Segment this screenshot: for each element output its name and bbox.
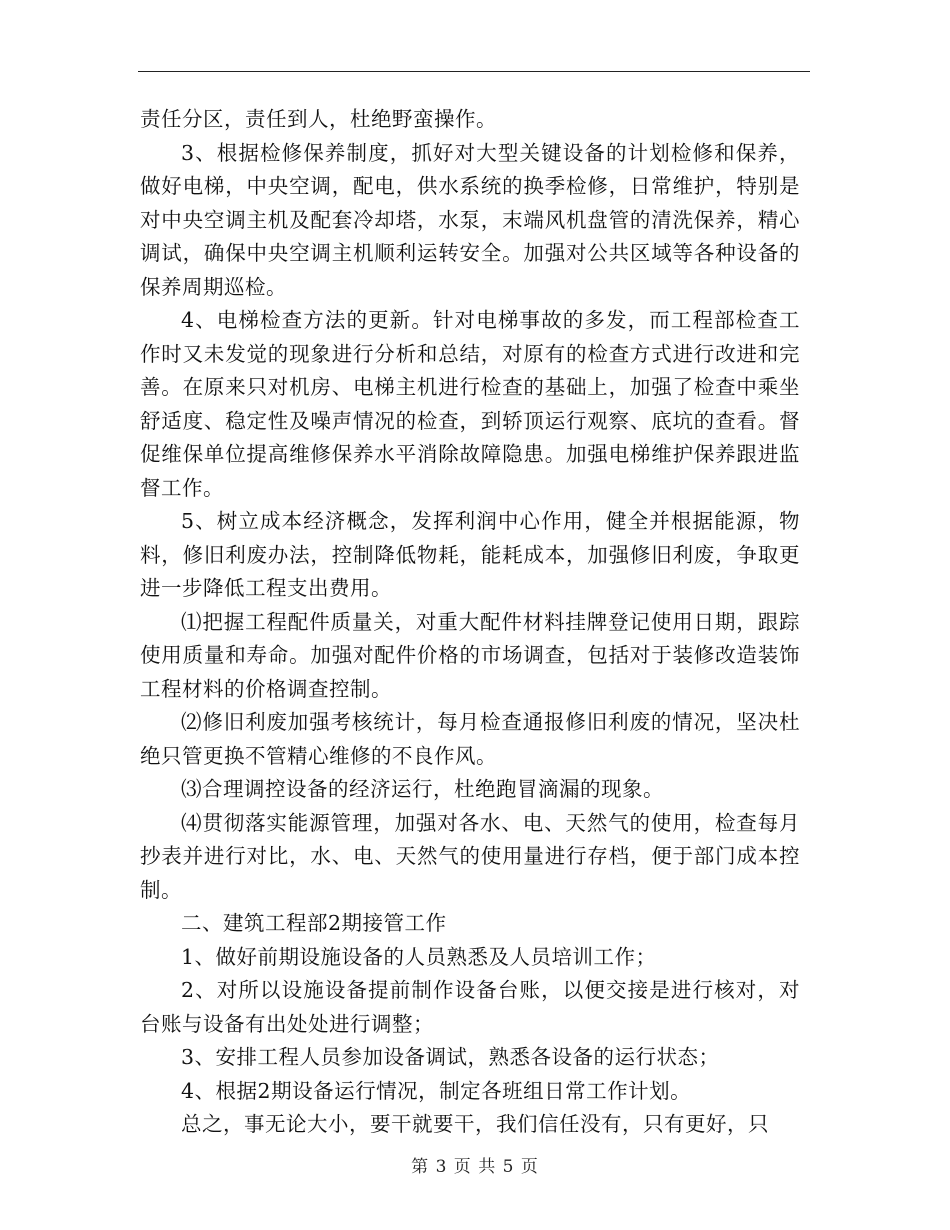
paragraph: 总之，事无论大小，要干就要干，我们信任没有，只有更好，只 xyxy=(181,1112,769,1136)
body-text xyxy=(140,103,800,1142)
paragraph: 5、树立成本经济概念，发挥利润中心作用，健全并根据能源，物料，修旧利废办法，控制降低物耗，能耗成本，加强修旧利废，争取更进一步降低工程支出费用。 xyxy=(140,509,800,600)
paragraph: ⑴把握工程配件质量关，对重大配件材料挂牌登记使用日期，跟踪使用质量和寿命。加强对配件价格的市场调查，包括对于装修改造装饰工程材料的价格调查控制。 xyxy=(140,609,800,701)
paragraph: ⑷贯彻落实能源管理，加强对各水、电、天然气的使用，检查每月抄表并进行对比，水、电、天然气的使用量进行存档，便于部门成本控制。 xyxy=(140,810,800,902)
header-rule xyxy=(138,71,810,72)
paragraph: 1、做好前期设施设备的人员熟悉及人员培训工作； xyxy=(181,944,657,969)
paragraph: 3、安排工程人员参加设备调试，熟悉各设备的运行状态； xyxy=(181,1045,720,1069)
paragraph: ⑵修旧利废加强考核统计，每月检查通报修旧利废的情况，坚决杜绝只管更换不管精心维修的不良作风。 xyxy=(140,710,800,768)
paragraph: 责任分区，责任到人，杜绝野蛮操作。 xyxy=(140,107,497,131)
paragraph: 2、对所以设施设备提前制作设备台账，以便交接是进行核对，对台账与设备有出处处进行调整； xyxy=(140,978,800,1036)
paragraph: 4、根据2期设备运行情况，制定各班组日常工作计划。 xyxy=(181,1078,692,1103)
paragraph: ⑶合理调控设备的经济运行，杜绝跑冒滴漏的现象。 xyxy=(181,777,664,801)
paragraph: 3、根据检修保养制度，抓好对大型关键设备的计划检修和保养，做好电梯，中央空调，配电，供水系统的换季检修，日常维护，特别是对中央空调主机及配套冷却塔，水泵，末端风机盘管的清洗保养，精心调试，确保中央空调主机顺利运转安全。加强对公共区域等各种设备的保养周期巡检。 xyxy=(140,140,800,299)
section-heading: 二、建筑工程部2期接管工作 xyxy=(181,911,447,935)
page-number: 第 3 页 共 5 页 xyxy=(411,1157,539,1177)
paragraph: 4、电梯检查方法的更新。针对电梯事故的多发，而工程部检查工作时又未发觉的现象进行分析和总结，对原有的检查方式进行改进和完善。在原来只对机房、电梯主机进行检查的基础上，加强了检查中乘坐舒适度、稳定性及噪声情况的检查，到轿顶运行观察、底坑的查看。督促维保单位提高维修保养水平消除故障隐患。加强电梯维护保养跟进监督工作。 xyxy=(140,308,800,500)
